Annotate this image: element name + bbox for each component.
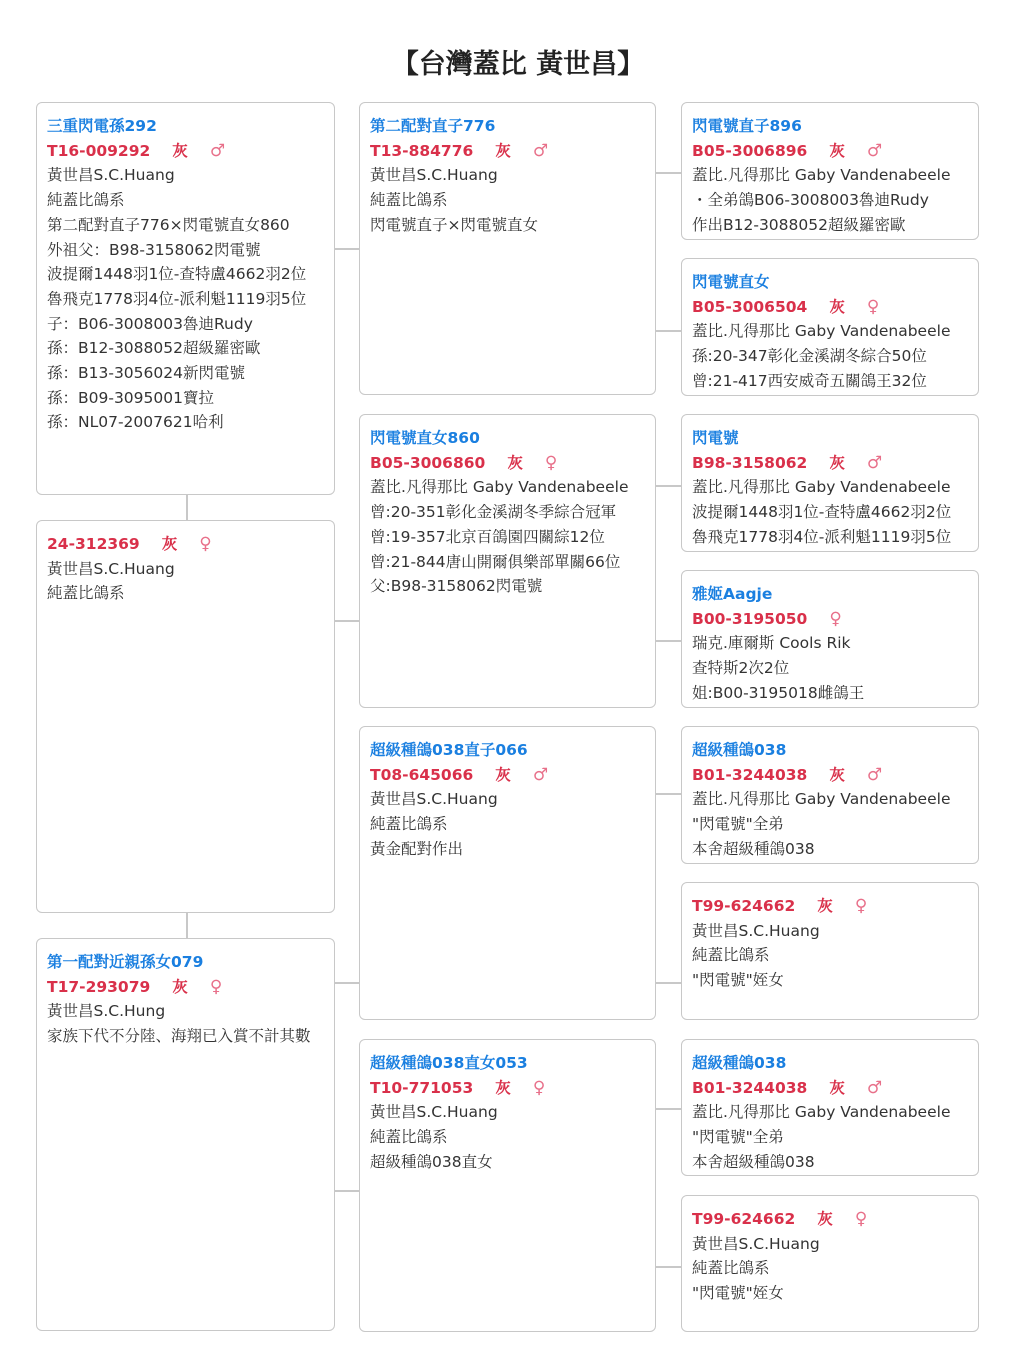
- male-icon: ♂: [866, 452, 883, 473]
- info-line: 孫：B13-3056024新閃電號: [47, 364, 245, 383]
- pigeon-name: 第二配對直子776: [370, 117, 496, 135]
- info-line: 曾:19-357北京百鴿園四關綜12位: [370, 527, 605, 546]
- ring-number: B01-3244038: [692, 765, 808, 784]
- feather-color: 灰: [817, 897, 833, 915]
- pigeon-card: [681, 726, 979, 864]
- info-line: 純蓋比鴿系: [370, 1128, 448, 1147]
- info-line: 純蓋比鴿系: [370, 815, 448, 834]
- info-line: 魯飛克1778羽4位-派利魁1119羽5位: [692, 527, 952, 546]
- info-line: 黃世昌S.C.Huang: [370, 1103, 498, 1122]
- info-line: 外祖父：B98-3158062閃電號: [47, 240, 261, 259]
- female-icon: ♀: [199, 534, 212, 554]
- info-line: 黃金配對作出: [370, 839, 464, 858]
- pigeon-card: [681, 1195, 979, 1332]
- pigeon-name: 第一配對近親孫女079: [47, 953, 204, 971]
- connector: [656, 793, 681, 795]
- ring-number: T10-771053: [370, 1078, 474, 1097]
- ring-number: T99-624662: [692, 1210, 796, 1228]
- info-line: 本舍超級種鴿038: [692, 839, 815, 858]
- info-line: 黃世昌S.C.Huang: [370, 166, 498, 185]
- feather-color: 灰: [829, 453, 845, 472]
- pigeon-card: [36, 938, 335, 1331]
- info-line: 蓋比.凡得那比 Gaby Vandenabeele: [692, 1103, 951, 1122]
- ring-number: B01-3244038: [692, 1078, 808, 1097]
- feather-color: 灰: [495, 141, 511, 160]
- pigeon-name: 超級種鴿038直女053: [370, 1054, 528, 1072]
- page-title: 【台灣蓋比 黃世昌】: [391, 49, 645, 80]
- info-line: 黃世昌S.C.Huang: [692, 1234, 820, 1253]
- connector: [656, 330, 681, 332]
- ring-number: T13-884776: [370, 141, 474, 160]
- feather-color: 灰: [829, 1078, 845, 1097]
- ring-number: B05-3006896: [692, 141, 808, 160]
- info-line: "閃電號"姪女: [692, 971, 784, 990]
- pigeon-card: [681, 414, 979, 552]
- connector: [656, 982, 681, 984]
- feather-color: 灰: [507, 453, 523, 472]
- info-line: 家族下代不分陸、海翔已入賞不計其數: [47, 1027, 311, 1046]
- pigeon-name: 超級種鴿038: [692, 741, 787, 759]
- feather-color: 灰: [829, 765, 845, 784]
- ring-number: B98-3158062: [692, 453, 808, 472]
- connector: [186, 495, 188, 520]
- info-line: ・全弟鴿B06-3008003魯迪Rudy: [692, 191, 929, 210]
- info-line: 孫：B09-3095001寶拉: [47, 388, 214, 407]
- pigeon-card: [359, 414, 656, 708]
- pigeon-name: 超級種鴿038直子066: [370, 741, 528, 759]
- ring-number: 24-312369: [47, 535, 140, 553]
- feather-color: 灰: [495, 765, 511, 784]
- pigeon-name: 閃電號: [692, 429, 739, 447]
- ring-number: B05-3006860: [370, 453, 486, 472]
- male-icon: ♂: [866, 140, 883, 161]
- feather-color: 灰: [161, 535, 178, 553]
- pigeon-card: [681, 102, 979, 240]
- feather-color: 灰: [829, 141, 845, 160]
- pigeon-name: 閃電號直女: [692, 273, 770, 291]
- info-line: 純蓋比鴿系: [692, 946, 770, 965]
- pigeon-card: [359, 726, 656, 1020]
- connector: [656, 640, 681, 642]
- male-icon: ♂: [866, 1077, 883, 1098]
- info-line: 姐:B00-3195018雌鴿王: [692, 683, 865, 702]
- info-line: 蓋比.凡得那比 Gaby Vandenabeele: [692, 790, 951, 809]
- info-line: 蓋比.凡得那比 Gaby Vandenabeele: [692, 478, 951, 497]
- female-icon: ♀: [829, 608, 842, 629]
- feather-color: 灰: [172, 977, 188, 996]
- info-line: 純蓋比鴿系: [47, 584, 125, 603]
- info-line: 第二配對直子776×閃電號直女860: [47, 215, 290, 234]
- feather-color: 灰: [829, 297, 845, 316]
- info-line: "閃電號"全弟: [692, 1128, 784, 1147]
- pigeon-card: [681, 1039, 979, 1176]
- info-line: 子：B06-3008003魯迪Rudy: [47, 314, 253, 333]
- female-icon: ♀: [854, 1209, 868, 1229]
- info-line: 蓋比.凡得那比 Gaby Vandenabeele: [692, 322, 951, 341]
- info-line: 孫：NL07-2007621哈利: [47, 413, 224, 432]
- pigeon-card: [359, 102, 656, 395]
- female-icon: ♀: [532, 1077, 546, 1098]
- ring-number: T08-645066: [370, 765, 474, 784]
- ring-number: B05-3006504: [692, 297, 808, 316]
- info-line: 波提爾1448羽1位-查特盧4662羽2位: [47, 265, 307, 284]
- female-icon: ♀: [866, 296, 880, 317]
- male-icon: ♂: [532, 764, 549, 785]
- feather-color: 灰: [172, 141, 188, 160]
- info-line: "閃電號"全弟: [692, 815, 784, 834]
- pigeon-name: 閃電號直女860: [370, 429, 480, 447]
- female-icon: ♀: [209, 976, 223, 997]
- info-line: 曾:21-844唐山開爾俱樂部單關66位: [370, 552, 621, 571]
- connector: [335, 248, 359, 250]
- male-icon: ♂: [209, 140, 226, 161]
- pigeon-card: [36, 520, 335, 913]
- connector: [186, 913, 188, 938]
- male-icon: ♂: [866, 764, 883, 785]
- info-line: 純蓋比鴿系: [47, 191, 125, 210]
- female-icon: ♀: [854, 896, 868, 916]
- info-line: 超級種鴿038直女: [370, 1152, 493, 1171]
- connector: [335, 982, 359, 984]
- info-line: 純蓋比鴿系: [692, 1259, 770, 1278]
- info-line: 閃電號直子×閃電號直女: [370, 215, 538, 234]
- pigeon-name: 閃電號直子896: [692, 117, 802, 135]
- connector: [656, 1108, 681, 1110]
- pigeon-name: 超級種鴿038: [692, 1054, 787, 1072]
- ring-number: T16-009292: [47, 141, 151, 160]
- info-line: 黃世昌S.C.Hung: [47, 1002, 166, 1021]
- info-line: 本舍超級種鴿038: [692, 1152, 815, 1171]
- pigeon-card: [681, 882, 979, 1020]
- connector: [656, 1266, 681, 1268]
- info-line: 父:B98-3158062閃電號: [370, 577, 543, 596]
- info-line: 黃世昌S.C.Huang: [47, 559, 175, 578]
- info-line: 蓋比.凡得那比 Gaby Vandenabeele: [370, 478, 629, 497]
- info-line: 曾:20-351彰化金溪湖冬季綜合冠軍: [370, 503, 617, 522]
- pigeon-card: [681, 570, 979, 708]
- info-line: 黃世昌S.C.Huang: [47, 166, 175, 185]
- info-line: 瑞克.庫爾斯 Cools Rik: [692, 634, 851, 653]
- info-line: 孫：B12-3088052超級羅密歐: [47, 339, 261, 358]
- pigeon-card: [681, 258, 979, 396]
- ring-number: T99-624662: [692, 897, 796, 915]
- pigeon-name: 三重閃電孫292: [47, 117, 157, 135]
- connector: [335, 1190, 359, 1192]
- pigeon-card: [36, 102, 335, 495]
- connector: [656, 172, 681, 174]
- info-line: 黃世昌S.C.Huang: [370, 790, 498, 809]
- feather-color: 灰: [495, 1078, 511, 1097]
- info-line: 黃世昌S.C.Huang: [692, 921, 820, 940]
- connector: [335, 620, 359, 622]
- info-line: 孫:20-347彰化金溪湖冬綜合50位: [692, 347, 927, 366]
- ring-number: B00-3195050: [692, 609, 808, 628]
- info-line: 曾:21-417西安威奇五關鴿王32位: [692, 371, 927, 390]
- pigeon-name: 雅姬Aagje: [692, 585, 773, 603]
- feather-color: 灰: [817, 1210, 833, 1228]
- male-icon: ♂: [532, 140, 549, 161]
- female-icon: ♀: [544, 452, 558, 473]
- ring-number: T17-293079: [47, 977, 151, 996]
- info-line: 純蓋比鴿系: [370, 191, 448, 210]
- info-line: "閃電號"姪女: [692, 1284, 784, 1303]
- info-line: 查特斯2次2位: [692, 659, 790, 678]
- info-line: 波提爾1448羽1位-查特盧4662羽2位: [692, 503, 952, 522]
- pigeon-card: [359, 1039, 656, 1332]
- info-line: 蓋比.凡得那比 Gaby Vandenabeele: [692, 166, 951, 185]
- connector: [656, 485, 681, 487]
- info-line: 作出B12-3088052超級羅密歐: [692, 215, 906, 234]
- info-line: 魯飛克1778羽4位-派利魁1119羽5位: [47, 289, 307, 308]
